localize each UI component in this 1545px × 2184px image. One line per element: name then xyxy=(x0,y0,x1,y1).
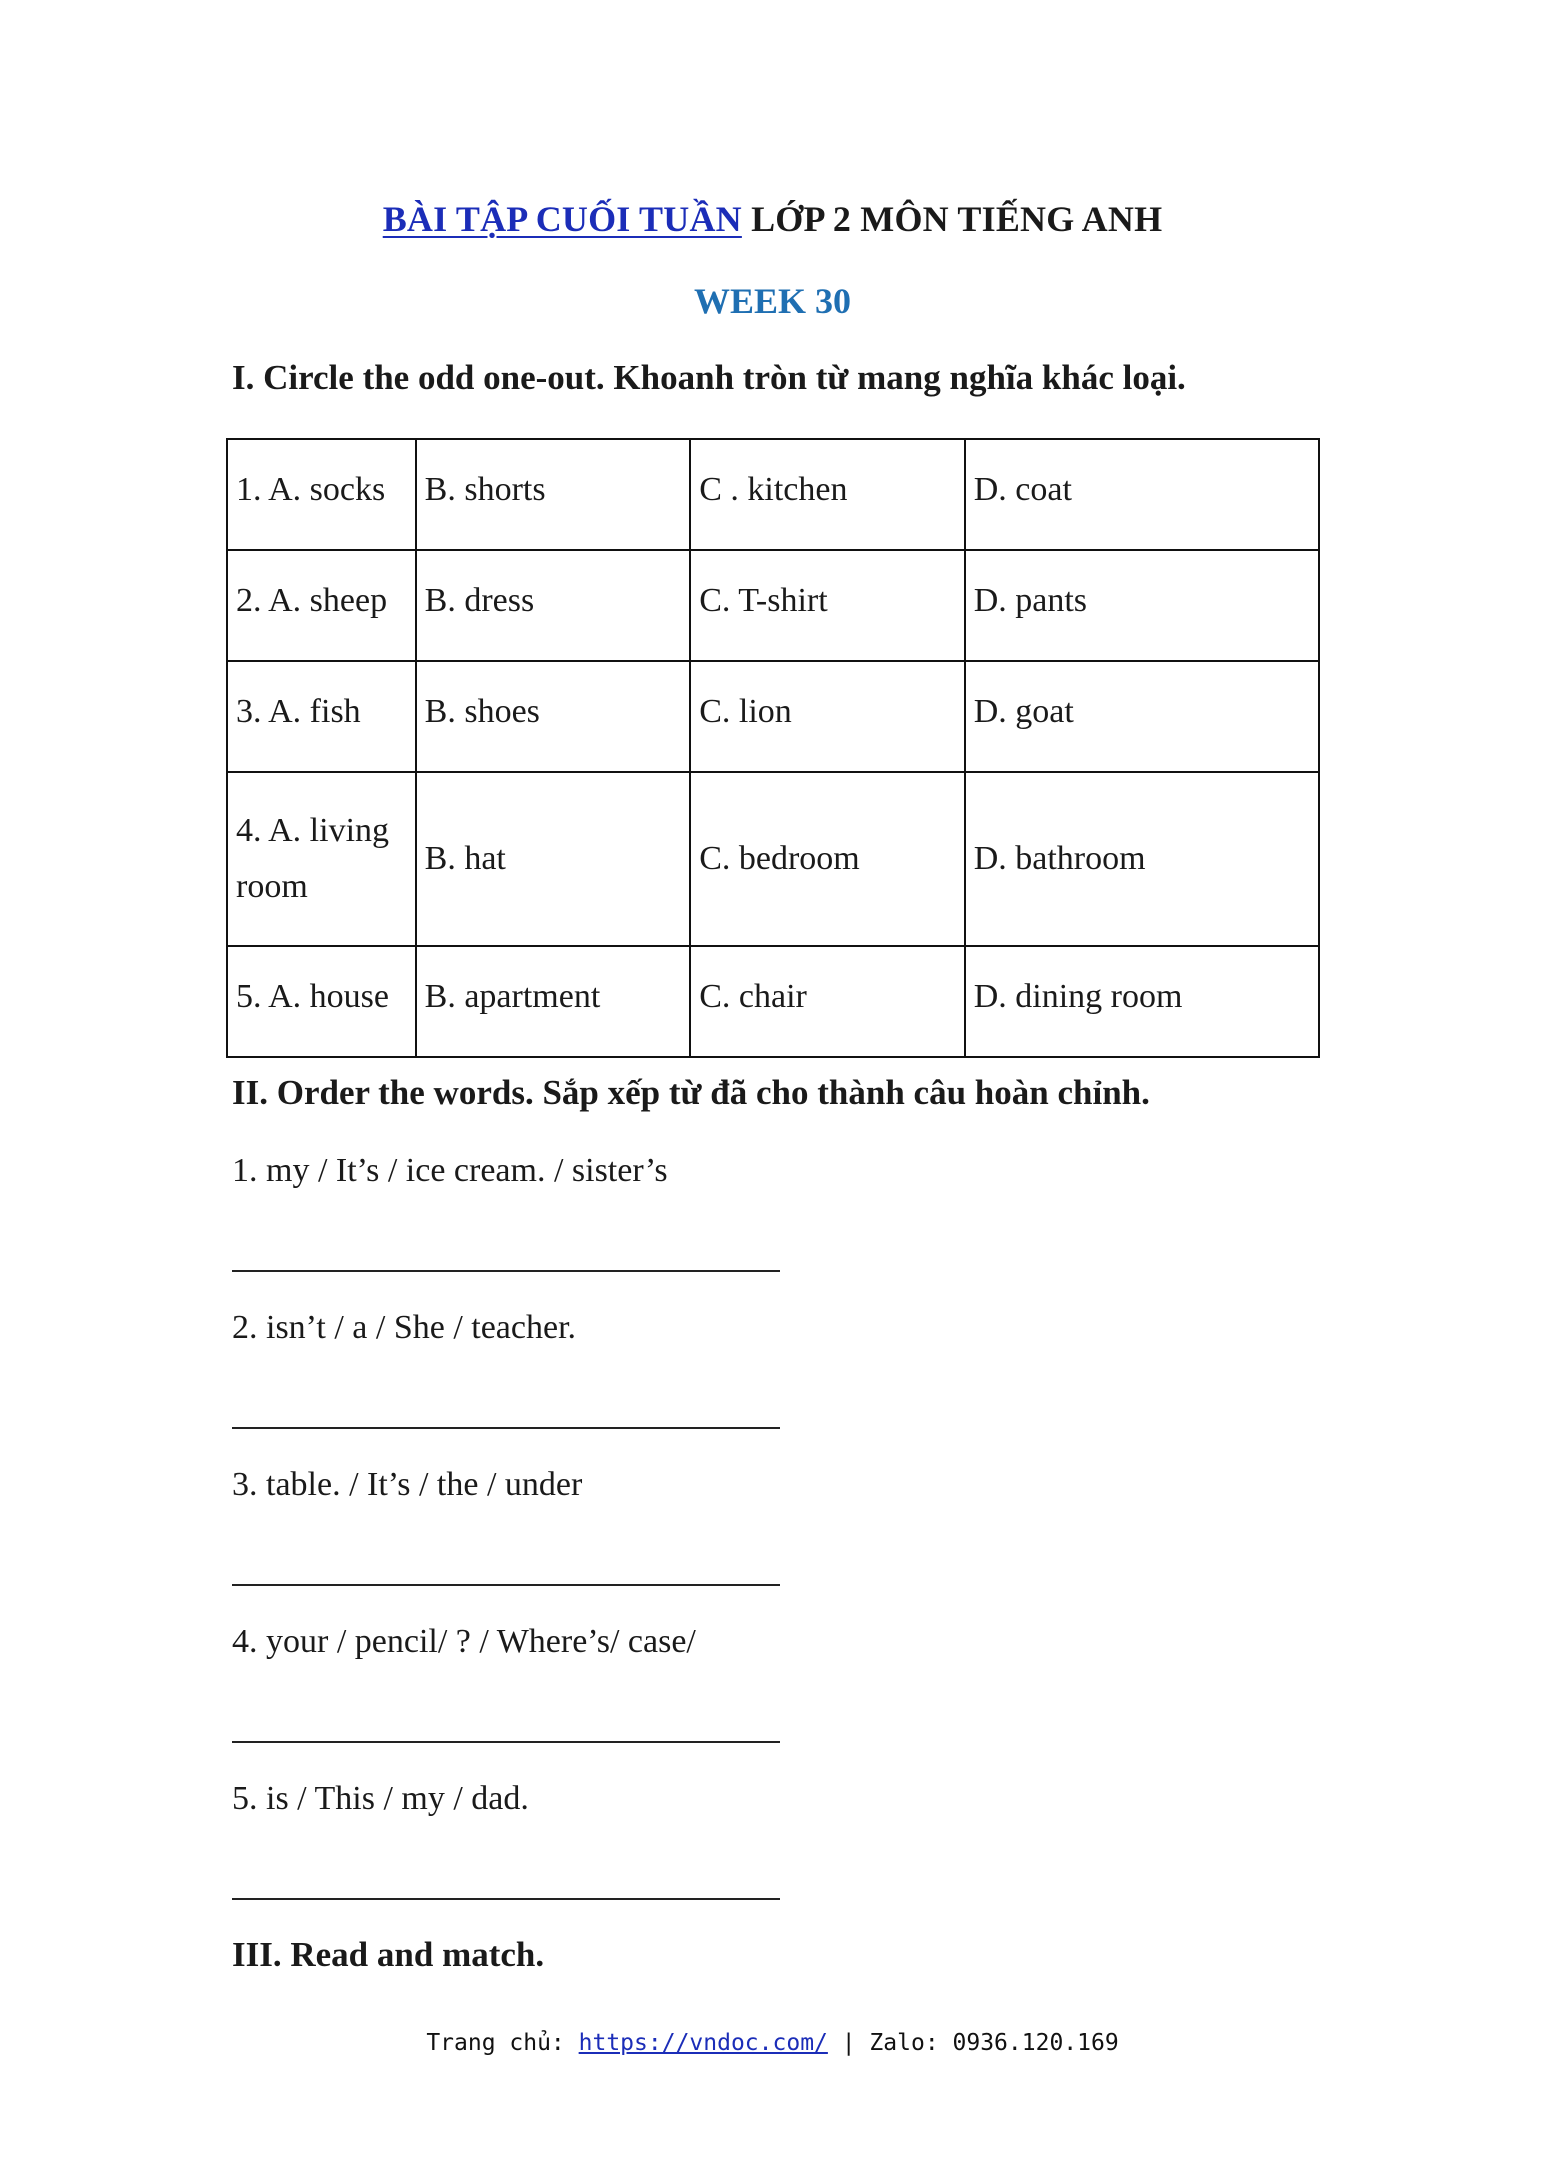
section1-heading: I. Circle the odd one-out. Khoanh tròn từ mang nghĩa khác loại. xyxy=(232,358,1186,397)
answer-line-1[interactable] xyxy=(232,1270,780,1272)
section2-heading: II. Order the words. Sắp xếp từ đã cho thành câu hoàn chỉnh. xyxy=(232,1073,1150,1112)
table-cell: C. chair xyxy=(690,946,965,1057)
table-cell: 3. A. fish xyxy=(227,661,416,772)
table-row xyxy=(227,661,1319,772)
table-cell: D. dining room xyxy=(965,946,1319,1057)
footer-suffix: | Zalo: 0936.120.169 xyxy=(827,2030,1119,2056)
table-row xyxy=(227,772,1319,946)
table-cell: 5. A. house xyxy=(227,946,416,1057)
table-cell: C. bedroom xyxy=(690,772,965,946)
table-cell: B. apartment xyxy=(416,946,691,1057)
week-label: WEEK 30 xyxy=(693,281,852,321)
order-item-3: 3. table. / It’s / the / under xyxy=(232,1466,583,1503)
footer-link[interactable]: https://vndoc.com/ xyxy=(578,2030,828,2056)
table-cell: 4. A. living room xyxy=(227,772,416,946)
order-item-1: 1. my / It’s / ice cream. / sister’s xyxy=(232,1152,668,1189)
order-item-4: 4. your / pencil/ ? / Where’s/ case/ xyxy=(232,1623,696,1660)
answer-line-4[interactable] xyxy=(232,1741,780,1743)
table-cell: B. shorts xyxy=(416,439,691,550)
title-rest: LỚP 2 MÔN TIẾNG ANH xyxy=(741,199,1163,239)
page-footer xyxy=(0,2030,1545,2056)
order-item-5: 5. is / This / my / dad. xyxy=(232,1780,529,1817)
table-cell: C. T-shirt xyxy=(690,550,965,661)
table-cell: 1. A. socks xyxy=(227,439,416,550)
title-link[interactable]: BÀI TẬP CUỐI TUẦN xyxy=(382,199,742,239)
table-cell: D. coat xyxy=(965,439,1319,550)
table-cell: B. hat xyxy=(416,772,691,946)
answer-line-5[interactable] xyxy=(232,1898,780,1900)
answer-line-2[interactable] xyxy=(232,1427,780,1429)
answer-line-3[interactable] xyxy=(232,1584,780,1586)
table-cell: C . kitchen xyxy=(690,439,965,550)
order-item-2: 2. isn’t / a / She / teacher. xyxy=(232,1309,577,1346)
table-cell: C. lion xyxy=(690,661,965,772)
table-cell: D. goat xyxy=(965,661,1319,772)
table-cell: B. dress xyxy=(416,550,691,661)
section3-heading: III. Read and match. xyxy=(232,1935,545,1974)
table-cell: B. shoes xyxy=(416,661,691,772)
table-cell: 2. A. sheep xyxy=(227,550,416,661)
odd-one-out-table xyxy=(226,438,1320,1058)
footer-prefix: Trang chủ: xyxy=(426,2030,579,2056)
table-cell: D. pants xyxy=(965,550,1319,661)
table-row xyxy=(227,946,1319,1057)
table-row xyxy=(227,439,1319,550)
table-row xyxy=(227,550,1319,661)
page-title xyxy=(0,198,1545,240)
table-cell: D. bathroom xyxy=(965,772,1319,946)
